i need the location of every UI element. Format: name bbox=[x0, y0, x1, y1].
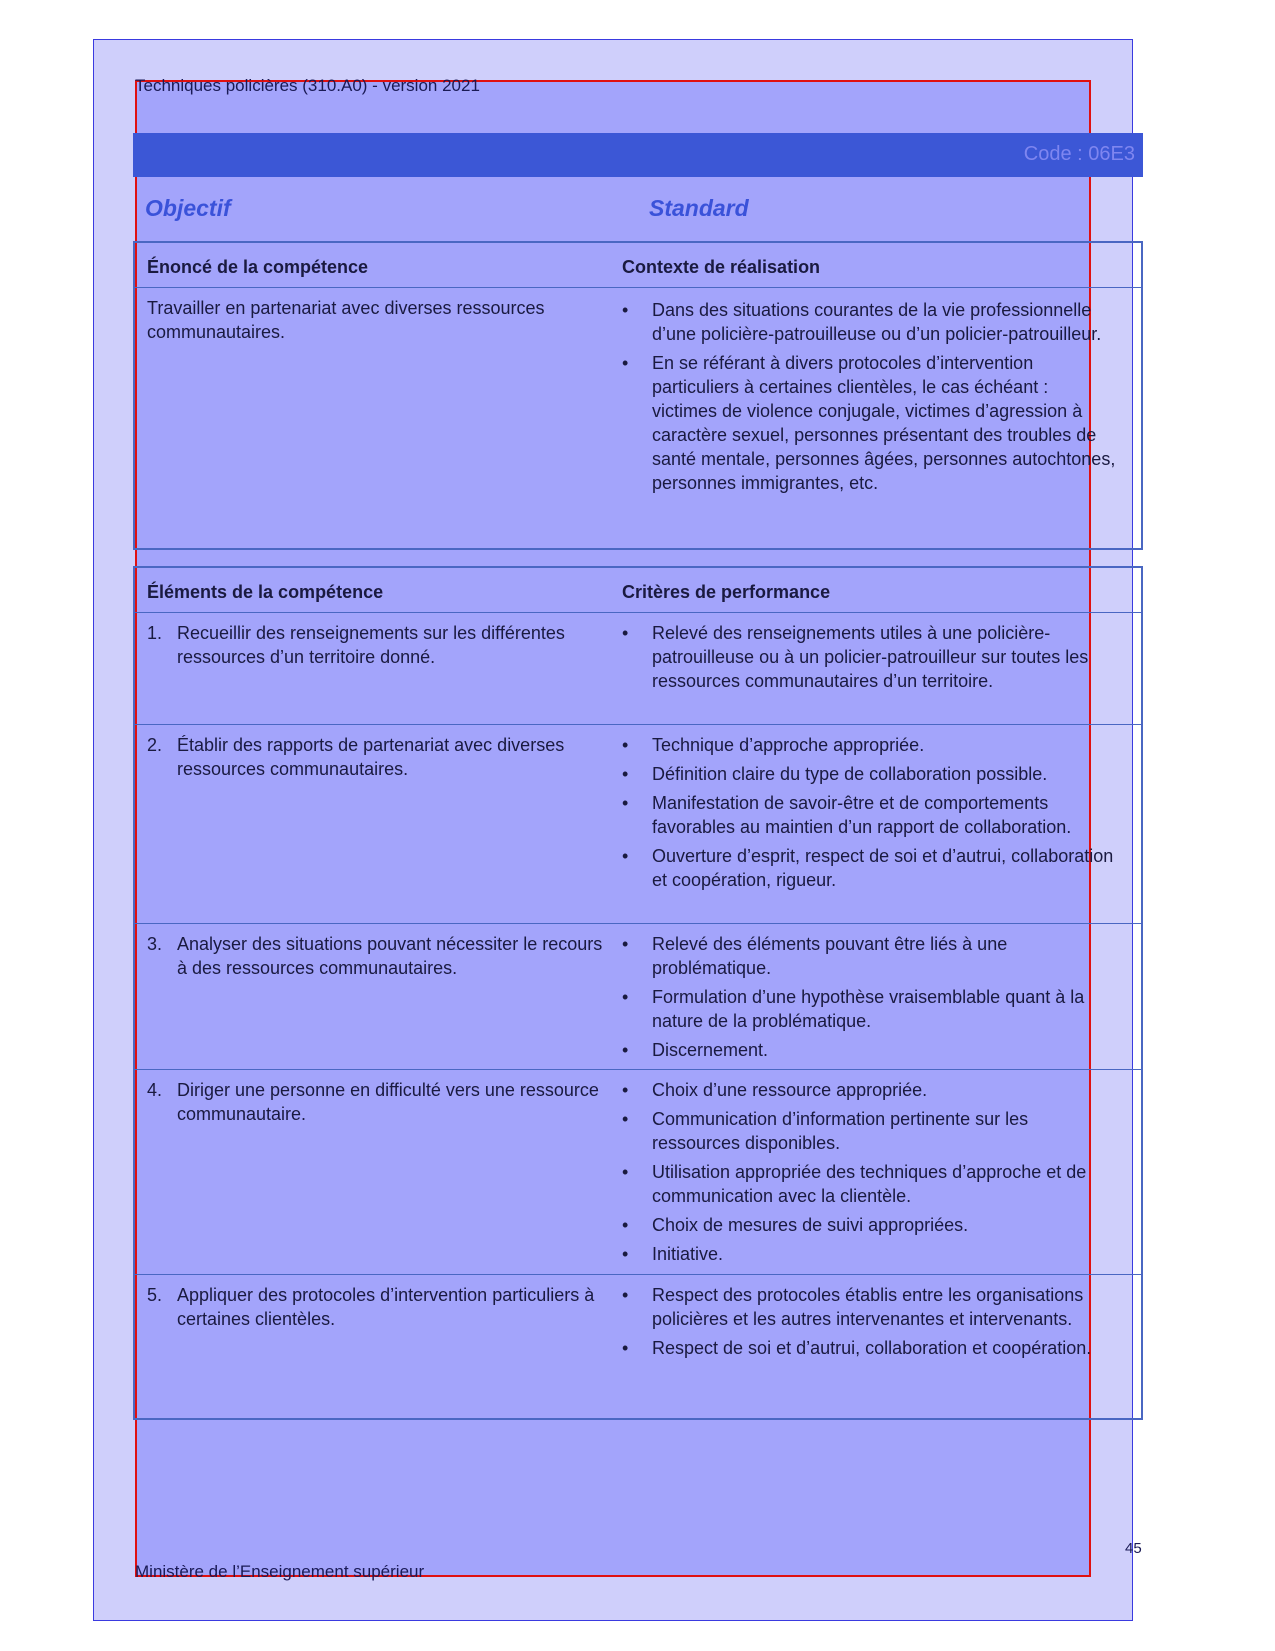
statement-body-row bbox=[135, 287, 1141, 549]
objective-heading: Objectif bbox=[145, 195, 231, 221]
code-value: 06E3 bbox=[1088, 143, 1135, 165]
list-item: • Relevé des renseignements utiles à une policière- patrouilleuse ou à un policier-patrouilleur sur toutes les ressources communautaires d’un territoire. bbox=[622, 623, 1089, 691]
list-item: • En se référant à divers protocoles d’intervention particuliers à certaines clientèles, le cas échéant : victimes de violence conjugale, victimes d’agression à caractère sexuel, personnes présentant des troubles de santé mentale, personnes âgées, personnes autochtones, personnes immigrantes, etc. bbox=[622, 353, 1116, 493]
context-list bbox=[622, 298, 1117, 500]
criteria-1 bbox=[622, 621, 1117, 698]
elements-table bbox=[133, 566, 1143, 1420]
list-item: • Communication d’information pertinente sur les ressources disponibles. bbox=[622, 1109, 1029, 1153]
elements-header: Éléments de la compétence bbox=[147, 582, 384, 602]
element-5: 5. Appliquer des protocoles d’intervention particuliers à certaines clientèles. bbox=[147, 1285, 595, 1329]
list-item: • Respect des protocoles établis entre les organisations policières et les autres intervenantes et intervenants. bbox=[622, 1285, 1084, 1329]
criteria-header: Critères de performance bbox=[622, 582, 831, 602]
competency-statement: Travailler en partenariat avec diverses ressources communautaires. bbox=[147, 298, 545, 342]
competency-code bbox=[1024, 143, 1135, 166]
element-4: 4. Diriger une personne en difficulté vers une ressource communautaire. bbox=[147, 1080, 599, 1124]
context-header: Contexte de réalisation bbox=[622, 257, 821, 277]
list-item: • Dans des situations courantes de la vie professionnelle d’une policière-patrouilleuse ou d’un policier-patrouilleur. bbox=[622, 300, 1102, 344]
list-item: • Définition claire du type de collaboration possible. bbox=[622, 764, 1048, 784]
list-item: • Discernement. bbox=[622, 1040, 769, 1060]
list-item: • Formulation d’une hypothèse vraisemblable quant à la nature de la problématique. bbox=[622, 987, 1085, 1031]
list-item: • Ouverture d’esprit, respect de soi et d’autrui, collaboration et coopération, rigueur. bbox=[622, 846, 1114, 890]
list-item: • Initiative. bbox=[622, 1244, 724, 1264]
list-item: • Choix d’une ressource appropriée. bbox=[622, 1080, 928, 1100]
criteria-4 bbox=[622, 1078, 1117, 1271]
elements-header-row bbox=[135, 568, 1141, 612]
list-item: • Choix de mesures de suivi appropriées. bbox=[622, 1215, 969, 1235]
list-item: • Relevé des éléments pouvant être liés à une problématique. bbox=[622, 934, 1008, 978]
criteria-3 bbox=[622, 932, 1117, 1067]
element-3: 3. Analyser des situations pouvant nécessiter le recours à des ressources communautaires. bbox=[147, 934, 603, 978]
code-bar bbox=[133, 133, 1143, 177]
table-row bbox=[135, 724, 1141, 924]
criteria-5 bbox=[622, 1283, 1117, 1365]
page-number: 45 bbox=[1125, 1540, 1142, 1557]
code-label: Code : bbox=[1023, 143, 1083, 165]
standard-heading: Standard bbox=[649, 195, 749, 221]
table-row bbox=[135, 923, 1141, 1070]
statement-header: Énoncé de la compétence bbox=[147, 257, 369, 277]
statement-table bbox=[133, 241, 1143, 550]
program-header: Techniques policières (310.A0) - version 2021 bbox=[135, 76, 480, 95]
element-2: 2. Établir des rapports de partenariat avec diverses ressources communautaires. bbox=[147, 735, 565, 779]
table-row bbox=[135, 1069, 1141, 1275]
element-1: 1. Recueillir des renseignements sur les différentes ressources d’un territoire donné. bbox=[147, 623, 565, 667]
table-row bbox=[135, 612, 1141, 725]
statement-header-row bbox=[135, 243, 1141, 287]
list-item: • Respect de soi et d’autrui, collaboration et coopération. bbox=[622, 1338, 1092, 1358]
list-item: • Utilisation appropriée des techniques d’approche et de communication avec la clientèle. bbox=[622, 1162, 1087, 1206]
footer-ministry: Ministère de l’Enseignement supérieur bbox=[135, 1562, 425, 1581]
criteria-2 bbox=[622, 733, 1117, 897]
table-row bbox=[135, 1274, 1141, 1419]
list-item: • Manifestation de savoir-être et de comportements favorables au maintien d’un rapport de collaboration. bbox=[622, 793, 1072, 837]
list-item: • Technique d’approche appropriée. bbox=[622, 735, 925, 755]
